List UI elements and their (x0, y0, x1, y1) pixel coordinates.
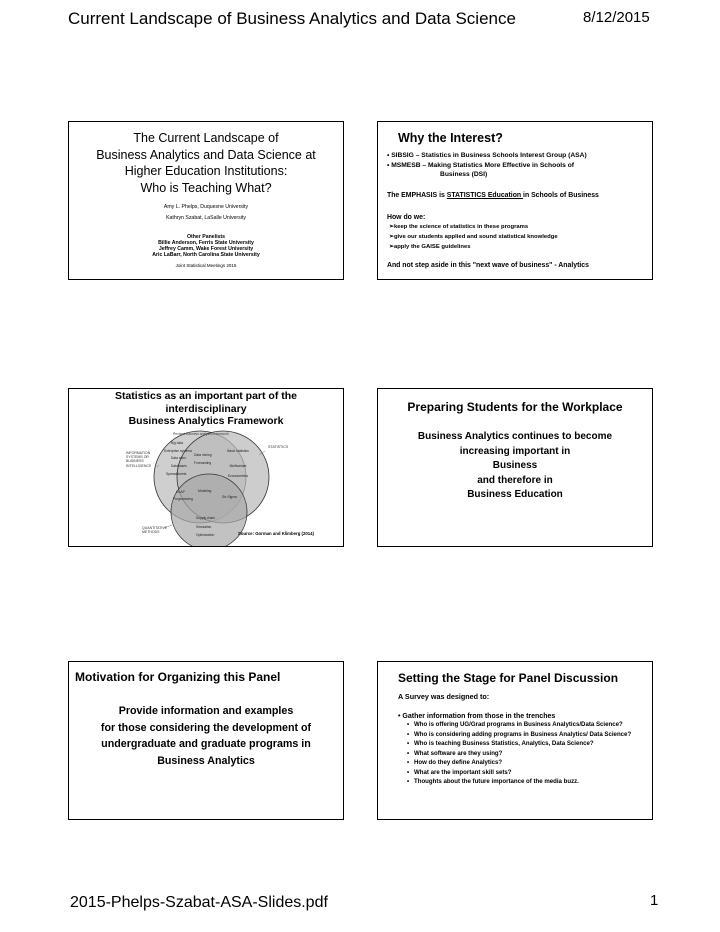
item-modeling: Modeling (198, 489, 212, 493)
body-line: Business Analytics continues to become (417, 431, 613, 442)
label-line: SYSTEMS OR (126, 455, 149, 460)
label-line: METHODS (142, 530, 160, 535)
survey-question: • What software are they using? (407, 749, 503, 757)
panelists-heading: Other Panelists (186, 234, 226, 240)
label-line: BUSINESS (126, 459, 144, 464)
venn-item: Simulation (196, 524, 212, 529)
title-line: Business Analytics and Data Science at (96, 147, 316, 162)
venn-item: Supply chain (196, 516, 215, 520)
closing-line: And not step aside in this "next wave of business" - Analytics (387, 262, 589, 269)
panelist: Aric LaBarr, North Carolina State University (152, 252, 260, 258)
venn-item: Enterprise systems (164, 448, 193, 453)
item-six-sigma: Six Sigma (222, 495, 237, 499)
label-line: INTELLIGENCE (126, 463, 152, 468)
page-header-title: Current Landscape of Business Analytics and Data Science (68, 9, 516, 28)
slide-5-title: Motivation for Organizing this Panel (75, 670, 281, 684)
venn-item: Big data (171, 441, 184, 445)
bullet-item: • SIBSIG – Statistics in Business Schools Interest Group (ASA) (387, 152, 587, 159)
page-footer-filename: 2015-Phelps-Szabat-ASA-Slides.pdf (70, 894, 328, 911)
title-line: interdisciplinary (165, 402, 247, 415)
slide-1-title (69, 130, 343, 196)
slide-2-title: Why the Interest? (398, 131, 503, 145)
author-1: Amy L. Phelps, Duquesne University (163, 204, 249, 210)
main-bullet: • Gather information from those in the trenches (398, 713, 556, 720)
page-number: 1 (650, 892, 659, 909)
how-do-we: How do we: (387, 214, 426, 221)
title-line: Business Analytics Framework (128, 415, 284, 427)
survey-question-text: What are the important skill sets? (414, 768, 512, 776)
venn-item: OLAP (176, 490, 185, 494)
items-right (226, 450, 250, 478)
slide-4-title: Preparing Students for the Workplace (407, 400, 623, 414)
venn-item: Programming (173, 497, 193, 501)
panelist: Billie Anderson, Ferris State University (158, 240, 254, 246)
bullet-continuation: Business (DSI) (440, 171, 488, 178)
slide-4 (377, 388, 653, 547)
page-header-date: 8/12/2015 (583, 9, 650, 26)
sub-bullet: ➢give our students applied and sound statistical knowledge (389, 234, 558, 240)
sub-bullet-text: give our students applied and sound statistical knowledge (393, 234, 558, 240)
slide-6 (377, 661, 653, 820)
body-line: increasing important in (459, 445, 571, 457)
survey-question-text: What software are they using? (414, 749, 503, 757)
title-line: Higher Education Institutions: (124, 164, 288, 178)
venn-item: Spreadsheets (166, 471, 187, 476)
title-line: Who is Teaching What? (140, 180, 272, 195)
title-line: The Current Landscape of (133, 131, 279, 145)
body-line: Business Education (467, 489, 563, 500)
slide-2 (377, 121, 653, 280)
panelist: Jeffrey Camm, Wake Forest University (158, 246, 254, 252)
slide-1 (68, 121, 344, 280)
slide-3 (68, 388, 344, 547)
slide-5 (68, 661, 344, 820)
survey-question: • How do they define Analytics? (407, 759, 503, 766)
label-statistics: STATISTICS (268, 445, 289, 449)
venn-item: Optimization (196, 533, 215, 537)
survey-question: • Who is considering adding programs in Business Analytics/ Data Science? (407, 730, 632, 738)
bullet-text: SIBSIG – Statistics in Business Schools Interest Group (ASA) (391, 152, 587, 159)
survey-questions (407, 721, 647, 787)
label-line: INFORMATION (126, 451, 151, 455)
label-line: QUANTITATIVE (142, 526, 167, 530)
body-line: Provide information and examples (118, 705, 294, 717)
survey-question: • Who is teaching Business Statistics, Analytics, Data Science? (407, 740, 594, 747)
bullet-item: • MSMESB – Making Statistics More Effective in Schools of (387, 162, 575, 169)
venn-item: Data cubs (171, 456, 186, 461)
label-information-systems (126, 451, 151, 468)
items-left-bottom (173, 489, 193, 503)
survey-question: • What are the important skill sets? (407, 768, 512, 776)
venn-item: Multivariate (229, 463, 247, 468)
sub-bullet-text: apply the GAISE guidelines (393, 244, 471, 250)
emphasis-line (387, 191, 599, 200)
survey-question-text: How do they define Analytics? (414, 759, 503, 766)
title-line: Statistics as an important part of the (114, 390, 298, 402)
slide-6-title: Setting the Stage for Panel Discussion (398, 671, 619, 685)
body-line: Business (492, 460, 538, 471)
body-line: and therefore in (477, 474, 553, 486)
figure-title: Revised business analytics framework (173, 432, 229, 436)
emphasis-underlined: STATISTICS Education (446, 192, 524, 199)
venn-item: Databases (171, 464, 187, 469)
slide-5-body (69, 703, 343, 769)
items-overlap (194, 451, 212, 467)
venn-item: Data mining (194, 453, 212, 457)
body-line: Business Analytics (157, 754, 255, 767)
bullet-text: MSMESB – Making Statistics More Effective in Schools of (391, 162, 575, 169)
survey-question-text: Who is teaching Business Statistics, Analytics, Data Science? (414, 740, 594, 747)
figure-source: Source: Gorman and Klimberg (2014) (238, 531, 314, 536)
venn-item: Econometrics (228, 473, 248, 478)
slide-4-body (378, 430, 652, 503)
event-name: Joint Statistical Meetings 2015 (175, 263, 237, 268)
body-line: for those considering the development of (100, 721, 312, 734)
items-bottom (196, 514, 215, 540)
items-left (164, 440, 193, 479)
survey-question-text: Who is considering adding programs in Business Analytics/ Data Science? (414, 730, 632, 738)
venn-item: Basic statistics (227, 449, 249, 453)
emphasis-post: in Schools of Business (523, 192, 599, 199)
label-quantitative-methods (142, 526, 167, 534)
survey-intro: A Survey was designed to: (398, 692, 490, 701)
survey-question-text: Who is offering UG/Grad programs in Business Analytics/Data Science? (414, 721, 623, 728)
survey-question: • Thoughts about the future importance of the media buzz. (407, 778, 579, 785)
emphasis-pre: The EMPHASIS is (387, 192, 447, 199)
survey-question: • Who is offering UG/Grad programs in Business Analytics/Data Science? (407, 721, 623, 728)
venn-item: Forecasting (194, 461, 212, 465)
sub-bullet: ➢apply the GAISE guidelines (389, 244, 471, 250)
author-2: Kathryn Szabat, LaSalle University (166, 215, 246, 221)
survey-question-text: Thoughts about the future importance of the media buzz. (414, 778, 579, 785)
sub-bullet-text: keep the science of statistics in these programs (393, 224, 529, 230)
sub-bullet: ➢keep the science of statistics in these programs (389, 224, 529, 230)
body-line: undergraduate and graduate programs in (101, 738, 311, 750)
main-bullet-text: Gather information from those in the trenches (402, 713, 556, 720)
